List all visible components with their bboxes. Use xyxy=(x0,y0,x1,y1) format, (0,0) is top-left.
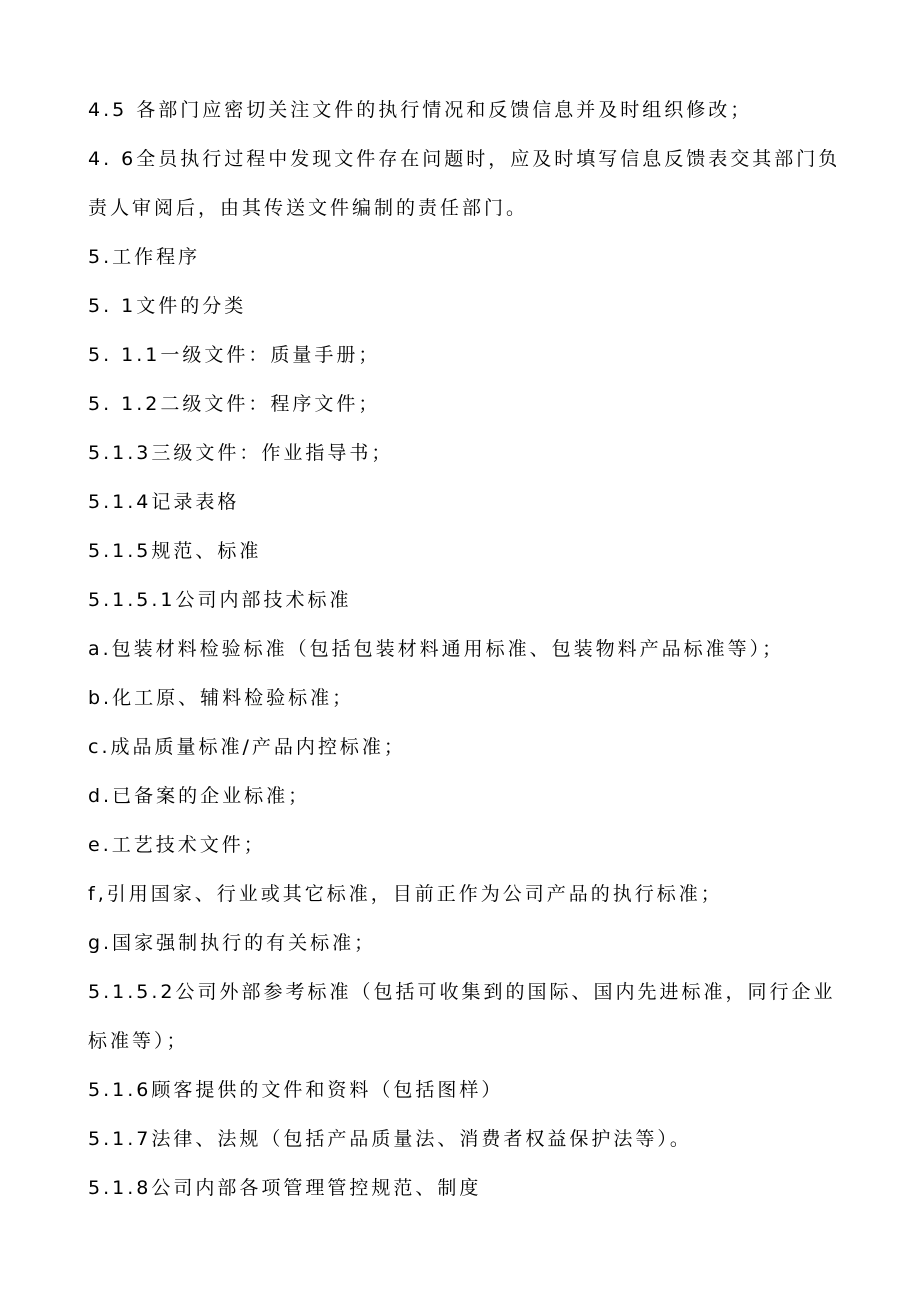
list-item-d: d.已备案的企业标准； xyxy=(88,785,311,807)
text-line-5-1-8: 5.1.8公司内部各项管理管控规范、制度 xyxy=(88,1177,482,1199)
list-item-g: g.国家强制执行的有关标准； xyxy=(88,932,377,954)
text-line-5-1-1: 5. 1.1一级文件：质量手册； xyxy=(88,344,381,366)
section-heading-5: 5.工作程序 xyxy=(88,246,201,268)
section-heading-5-1: 5. 1文件的分类 xyxy=(88,295,247,317)
text-line-5-1-5-2-cont: 标准等）； xyxy=(88,1030,189,1052)
text-line-4-5: 4.5 各部门应密切关注文件的执行情况和反馈信息并及时组织修改； xyxy=(88,99,753,121)
text-line-5-1-5: 5.1.5规范、标准 xyxy=(88,540,262,562)
list-item-c: c.成品质量标准/产品内控标准； xyxy=(88,736,406,758)
list-item-e: e.工艺技术文件； xyxy=(88,834,266,856)
text-line-5-1-5-2: 5.1.5.2公司外部参考标准（包括可收集到的国际、国内先进标准，同行企业 xyxy=(88,981,836,1003)
list-item-a: a.包装材料检验标准（包括包装材料通用标准、包装物料产品标准等）； xyxy=(88,638,785,660)
text-line-4-6: 4. 6全员执行过程中发现文件存在问题时，应及时填写信息反馈表交其部门负 xyxy=(88,148,841,170)
text-line-5-1-5-1: 5.1.5.1公司内部技术标准 xyxy=(88,589,352,611)
list-item-b: b.化工原、辅料检验标准； xyxy=(88,687,355,709)
text-line-5-1-3: 5.1.3三级文件：作业指导书； xyxy=(88,442,394,464)
list-item-f: f,引用国家、行业或其它标准，目前正作为公司产品的执行标准； xyxy=(88,883,723,905)
text-line-5-1-2: 5. 1.2二级文件：程序文件； xyxy=(88,393,381,415)
text-line-4-6-cont: 责人审阅后，由其传送文件编制的责任部门。 xyxy=(88,197,529,219)
text-line-5-1-7: 5.1.7法律、法规（包括产品质量法、消费者权益保护法等）。 xyxy=(88,1128,692,1150)
text-line-5-1-6: 5.1.6顾客提供的文件和资料（包括图样） xyxy=(88,1079,504,1101)
text-line-5-1-4: 5.1.4记录表格 xyxy=(88,491,240,513)
